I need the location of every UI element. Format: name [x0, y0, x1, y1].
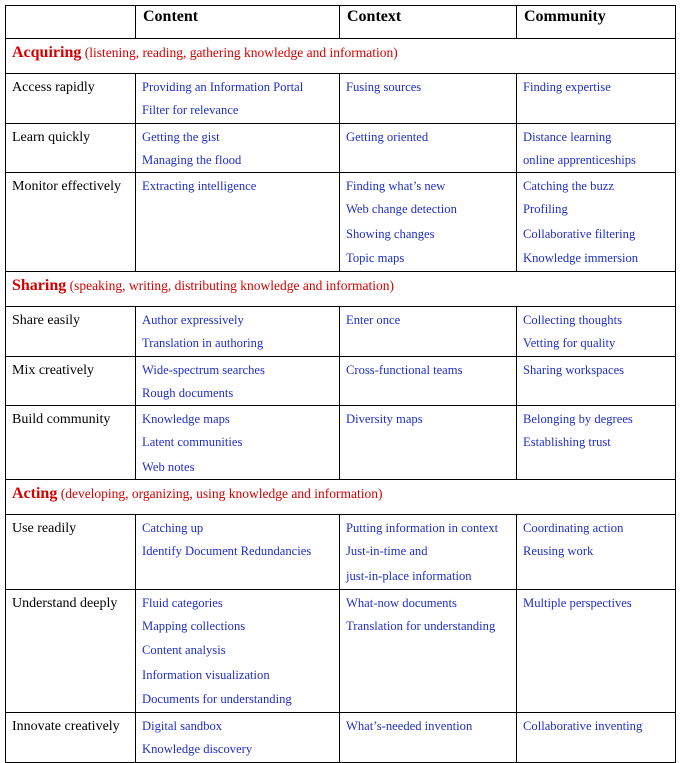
- section-name: Acquiring: [12, 44, 82, 61]
- row-label: Learn quickly: [6, 123, 136, 173]
- cell-item: Knowledge immersion: [523, 251, 639, 266]
- row-label: Innovate creatively: [6, 712, 136, 762]
- cell-item: Collecting thoughts: [523, 312, 622, 327]
- cell-item: Reusing work: [523, 544, 594, 559]
- section-row-acquiring: [6, 39, 676, 74]
- context-cell: [340, 306, 517, 356]
- cell-item: Fluid categories: [142, 595, 223, 610]
- context-cell: [340, 712, 517, 762]
- framework-table: [5, 5, 676, 763]
- community-cell: [517, 356, 676, 406]
- cell-item: Extracting intelligence: [142, 179, 257, 194]
- context-cell: [340, 356, 517, 406]
- cell-item: Translation in authoring: [142, 335, 264, 350]
- cell-item: Identify Document Redundancies: [142, 544, 312, 559]
- cell-item: Putting information in context: [346, 521, 499, 536]
- context-cell: [340, 515, 517, 589]
- cell-item: Managing the flood: [142, 152, 242, 167]
- cell-item: Coordinating action: [523, 521, 624, 536]
- cell-item: Just-in-time and: [346, 544, 428, 559]
- content-cell: [136, 356, 340, 406]
- section-header: [6, 39, 676, 74]
- community-cell: [517, 589, 676, 712]
- cell-item: Cross-functional teams: [346, 362, 463, 377]
- cell-item: Finding what’s new: [346, 179, 446, 194]
- header-row: [6, 6, 676, 39]
- cell-item: Knowledge maps: [142, 412, 230, 427]
- cell-item: Belonging by degrees: [523, 412, 633, 427]
- cell-item: Wide-spectrum searches: [142, 362, 265, 377]
- content-cell: [136, 306, 340, 356]
- content-cell: [136, 589, 340, 712]
- cell-item: Information visualization: [142, 667, 270, 682]
- section-row-acting: [6, 480, 676, 515]
- community-cell: [517, 406, 676, 480]
- section-header: [6, 271, 676, 306]
- table-row: [6, 515, 676, 589]
- section-row-sharing: [6, 271, 676, 306]
- cell-item: Catching the buzz: [523, 179, 614, 194]
- header-community: Community: [517, 6, 676, 39]
- cell-item: Sharing workspaces: [523, 362, 625, 377]
- community-cell: [517, 74, 676, 124]
- cell-item: Rough documents: [142, 385, 234, 400]
- section-description: (developing, organizing, using knowledge and information): [60, 486, 383, 502]
- content-cell: [136, 406, 340, 480]
- cell-item: Mapping collections: [142, 618, 246, 633]
- table-row: [6, 589, 676, 712]
- content-cell: [136, 712, 340, 762]
- community-cell: [517, 123, 676, 173]
- cell-item: Knowledge discovery: [142, 741, 253, 756]
- content-cell: [136, 123, 340, 173]
- cell-item: Multiple perspectives: [523, 595, 632, 610]
- row-label: Monitor effectively: [6, 173, 136, 272]
- cell-item: Author expressively: [142, 312, 244, 327]
- cell-item: Filter for relevance: [142, 103, 239, 117]
- context-cell: [340, 173, 517, 272]
- cell-item: Digital sandbox: [142, 718, 223, 733]
- content-cell: [136, 173, 340, 272]
- cell-item: What’s-needed invention: [346, 718, 473, 733]
- cell-item: Web notes: [142, 459, 195, 474]
- table-row: [6, 306, 676, 356]
- cell-item: Collaborative inventing: [523, 718, 643, 733]
- cell-item: Fusing sources: [346, 80, 422, 94]
- table-row: [6, 173, 676, 272]
- cell-item: Content analysis: [142, 643, 226, 658]
- section-name: Acting: [12, 485, 58, 503]
- cell-item: Translation for understanding: [346, 618, 496, 633]
- cell-item: Profiling: [523, 202, 568, 217]
- cell-item: Topic maps: [346, 251, 405, 266]
- table-row: [6, 123, 676, 173]
- cell-item: Vetting for quality: [523, 335, 616, 350]
- cell-item: Showing changes: [346, 226, 435, 241]
- table-row: [6, 74, 676, 124]
- community-cell: [517, 306, 676, 356]
- row-label: Mix creatively: [6, 356, 136, 406]
- table-row: [6, 356, 676, 406]
- cell-item: What-now documents: [346, 595, 457, 610]
- section-description: (listening, reading, gathering knowledge and information): [84, 45, 398, 60]
- header-content: Content: [136, 6, 340, 39]
- section-description: (speaking, writing, distributing knowledge and information): [69, 277, 394, 293]
- cell-item: just-in-place information: [346, 568, 472, 583]
- content-cell: [136, 74, 340, 124]
- community-cell: [517, 712, 676, 762]
- header-context: Context: [340, 6, 517, 39]
- table-row: [6, 712, 676, 762]
- cell-item: online apprenticeships: [523, 152, 636, 167]
- row-label: Access rapidly: [6, 74, 136, 124]
- context-cell: [340, 406, 517, 480]
- cell-item: Getting oriented: [346, 129, 429, 144]
- cell-item: Web change detection: [346, 202, 457, 217]
- context-cell: [340, 123, 517, 173]
- context-cell: [340, 589, 517, 712]
- content-cell: [136, 515, 340, 589]
- cell-item: Distance learning: [523, 129, 612, 144]
- row-label: Understand deeply: [6, 589, 136, 712]
- section-header: [6, 480, 676, 515]
- row-label: Share easily: [6, 306, 136, 356]
- cell-item: Collaborative filtering: [523, 226, 636, 241]
- section-name: Sharing: [12, 276, 67, 294]
- cell-item: Getting the gist: [142, 129, 220, 144]
- community-cell: [517, 173, 676, 272]
- cell-item: Enter once: [346, 312, 401, 327]
- cell-item: Latent communities: [142, 435, 243, 450]
- row-label: Build community: [6, 406, 136, 480]
- cell-item: Providing an Information Portal: [142, 80, 304, 94]
- community-cell: [517, 515, 676, 589]
- cell-item: Diversity maps: [346, 412, 423, 427]
- context-cell: [340, 74, 517, 124]
- cell-item: Documents for understanding: [142, 692, 292, 707]
- cell-item: Establishing trust: [523, 435, 611, 450]
- cell-item: Finding expertise: [523, 80, 611, 94]
- row-label: Use readily: [6, 515, 136, 589]
- table-row: [6, 406, 676, 480]
- corner-cell: [6, 6, 136, 39]
- cell-item: Catching up: [142, 521, 204, 536]
